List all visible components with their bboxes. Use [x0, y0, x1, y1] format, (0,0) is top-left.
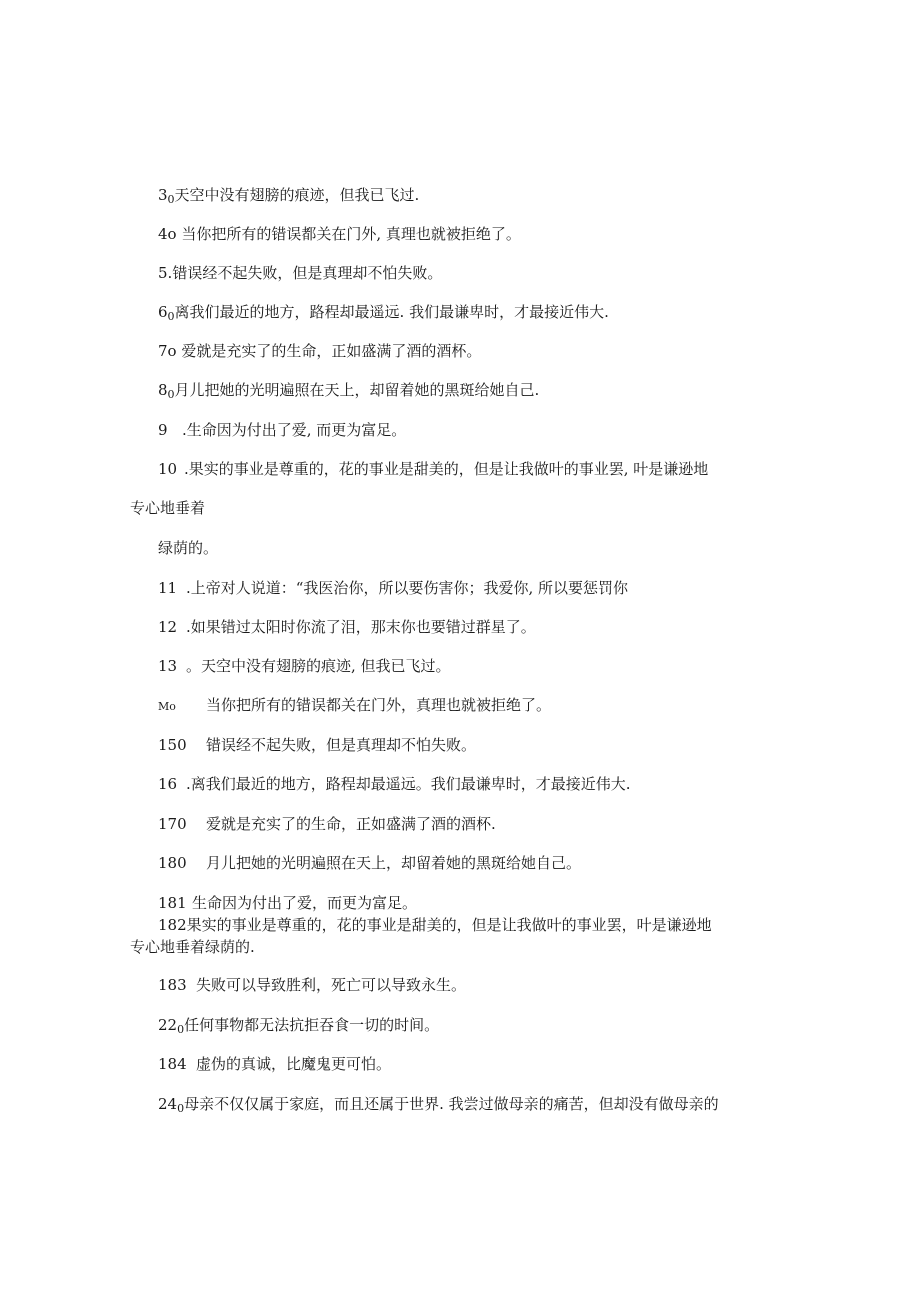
quote-text: .如果错过太阳时你流了泪，那末你也要错过群星了。	[186, 618, 536, 636]
quote-line	[158, 185, 419, 210]
quote-line	[158, 814, 496, 834]
quote-line	[158, 735, 476, 755]
quote-continuation	[158, 538, 218, 558]
item-number-subscript: 0	[177, 1023, 185, 1036]
quote-continuation	[130, 937, 255, 957]
quote-text: 爱就是充实了的生命，正如盛满了酒的酒杯。	[181, 342, 482, 360]
item-number: 3	[158, 186, 168, 204]
item-number: 8	[158, 381, 168, 399]
quote-line	[158, 263, 442, 283]
quote-line	[158, 459, 708, 479]
item-number: 13	[158, 657, 178, 675]
quote-text: 错误经不起失败，但是真理却不怕失败。	[206, 736, 477, 754]
quote-text: 任何事物都无法抗拒吞食一切的时间。	[184, 1016, 440, 1034]
quote-line	[158, 853, 581, 873]
quote-text: .生命因为付出了爱, 而更为富足。	[182, 421, 407, 439]
quote-text: 虚伪的真诚，比魔鬼更可怕。	[196, 1055, 392, 1073]
item-number: 10	[158, 460, 178, 478]
quote-line	[158, 380, 539, 405]
quote-line	[158, 341, 481, 361]
quote-text: 离我们最近的地方，路程却最遥远. 我们最谦卑时，才最接近伟大.	[174, 303, 609, 321]
item-number: Mo	[158, 700, 176, 713]
quote-line	[158, 1015, 439, 1040]
quote-line	[158, 695, 551, 717]
item-number-subscript: 0	[167, 388, 175, 401]
quote-text: 母亲不仅仅属于家庭，而且还属于世界. 我尝过做母亲的痛苦，但却没有做母亲的	[184, 1095, 719, 1113]
quote-line	[158, 578, 628, 598]
quote-text: 当你把所有的错误都关在门外，真理也就被拒绝了。	[206, 696, 552, 714]
quote-line	[158, 1054, 391, 1074]
quote-text: 月儿把她的光明遍照在天上，却留着她的黑斑给她自己.	[174, 381, 540, 399]
quote-line	[158, 617, 536, 637]
quote-text: 爱就是充实了的生命，正如盛满了酒的酒杯.	[206, 815, 496, 833]
item-number: 16	[158, 775, 178, 793]
item-number: 180	[158, 854, 187, 872]
quote-line	[158, 975, 466, 995]
quote-text: 专心地垂着	[130, 499, 206, 517]
quote-line	[158, 420, 406, 440]
quote-text: 错误经不起失败，但是真理却不怕失败。	[172, 264, 443, 282]
item-number: 12	[158, 618, 178, 636]
item-number-subscript: 0	[167, 193, 175, 206]
quote-text: .离我们最近的地方，路程却最遥远。我们最谦卑时，才最接近伟大.	[186, 775, 631, 793]
item-number: 182	[158, 916, 187, 934]
quote-text: 绿荫的。	[158, 539, 219, 557]
quote-text: 生命因为付出了爱，而更为富足。	[192, 894, 418, 912]
quote-text: 月儿把她的光明遍照在天上，却留着她的黑斑给她自己。	[206, 854, 582, 872]
quote-line	[158, 915, 712, 935]
item-number: 24	[158, 1095, 178, 1113]
quote-text: 天空中没有翅膀的痕迹，但我已飞过.	[174, 186, 420, 204]
quote-text: 失败可以导致胜利，死亡可以导致永生。	[196, 976, 467, 994]
item-number-subscript: 0	[167, 310, 175, 323]
quote-line	[158, 1094, 719, 1119]
item-number: 11	[158, 579, 178, 597]
item-number: 184	[158, 1055, 187, 1073]
quote-text: 专心地垂着绿荫的.	[130, 938, 255, 956]
item-number: 170	[158, 815, 187, 833]
item-number: 183	[158, 976, 187, 994]
item-number-subscript: 0	[177, 1102, 185, 1115]
quote-text: 果实的事业是尊重的，花的事业是甜美的，但是让我做叶的事业罢，叶是谦逊地	[186, 916, 712, 934]
item-number: 181	[158, 894, 187, 912]
quote-line	[158, 224, 521, 244]
quote-line	[158, 302, 609, 327]
quote-text: 当你把所有的错误都关在门外, 真理也就被拒绝了。	[181, 225, 521, 243]
quote-text: .果实的事业是尊重的，花的事业是甜美的，但是让我做叶的事业罢, 叶是谦逊地	[184, 460, 709, 478]
item-number: 5.	[158, 264, 173, 282]
item-number: 9	[158, 421, 168, 439]
item-number: 150	[158, 736, 187, 754]
quote-text: 。天空中没有翅膀的痕迹, 但我已飞过。	[186, 657, 451, 675]
quote-line	[158, 656, 451, 676]
quote-line	[158, 774, 631, 794]
item-number: 22	[158, 1016, 178, 1034]
quote-text: .上帝对人说道：“我医治你，所以要伤害你；我爱你, 所以要惩罚你	[186, 579, 628, 597]
quote-continuation	[130, 498, 205, 518]
item-number: 7o	[158, 342, 177, 360]
item-number: 6	[158, 303, 168, 321]
item-number: 4o	[158, 225, 177, 243]
quote-line	[158, 893, 417, 913]
